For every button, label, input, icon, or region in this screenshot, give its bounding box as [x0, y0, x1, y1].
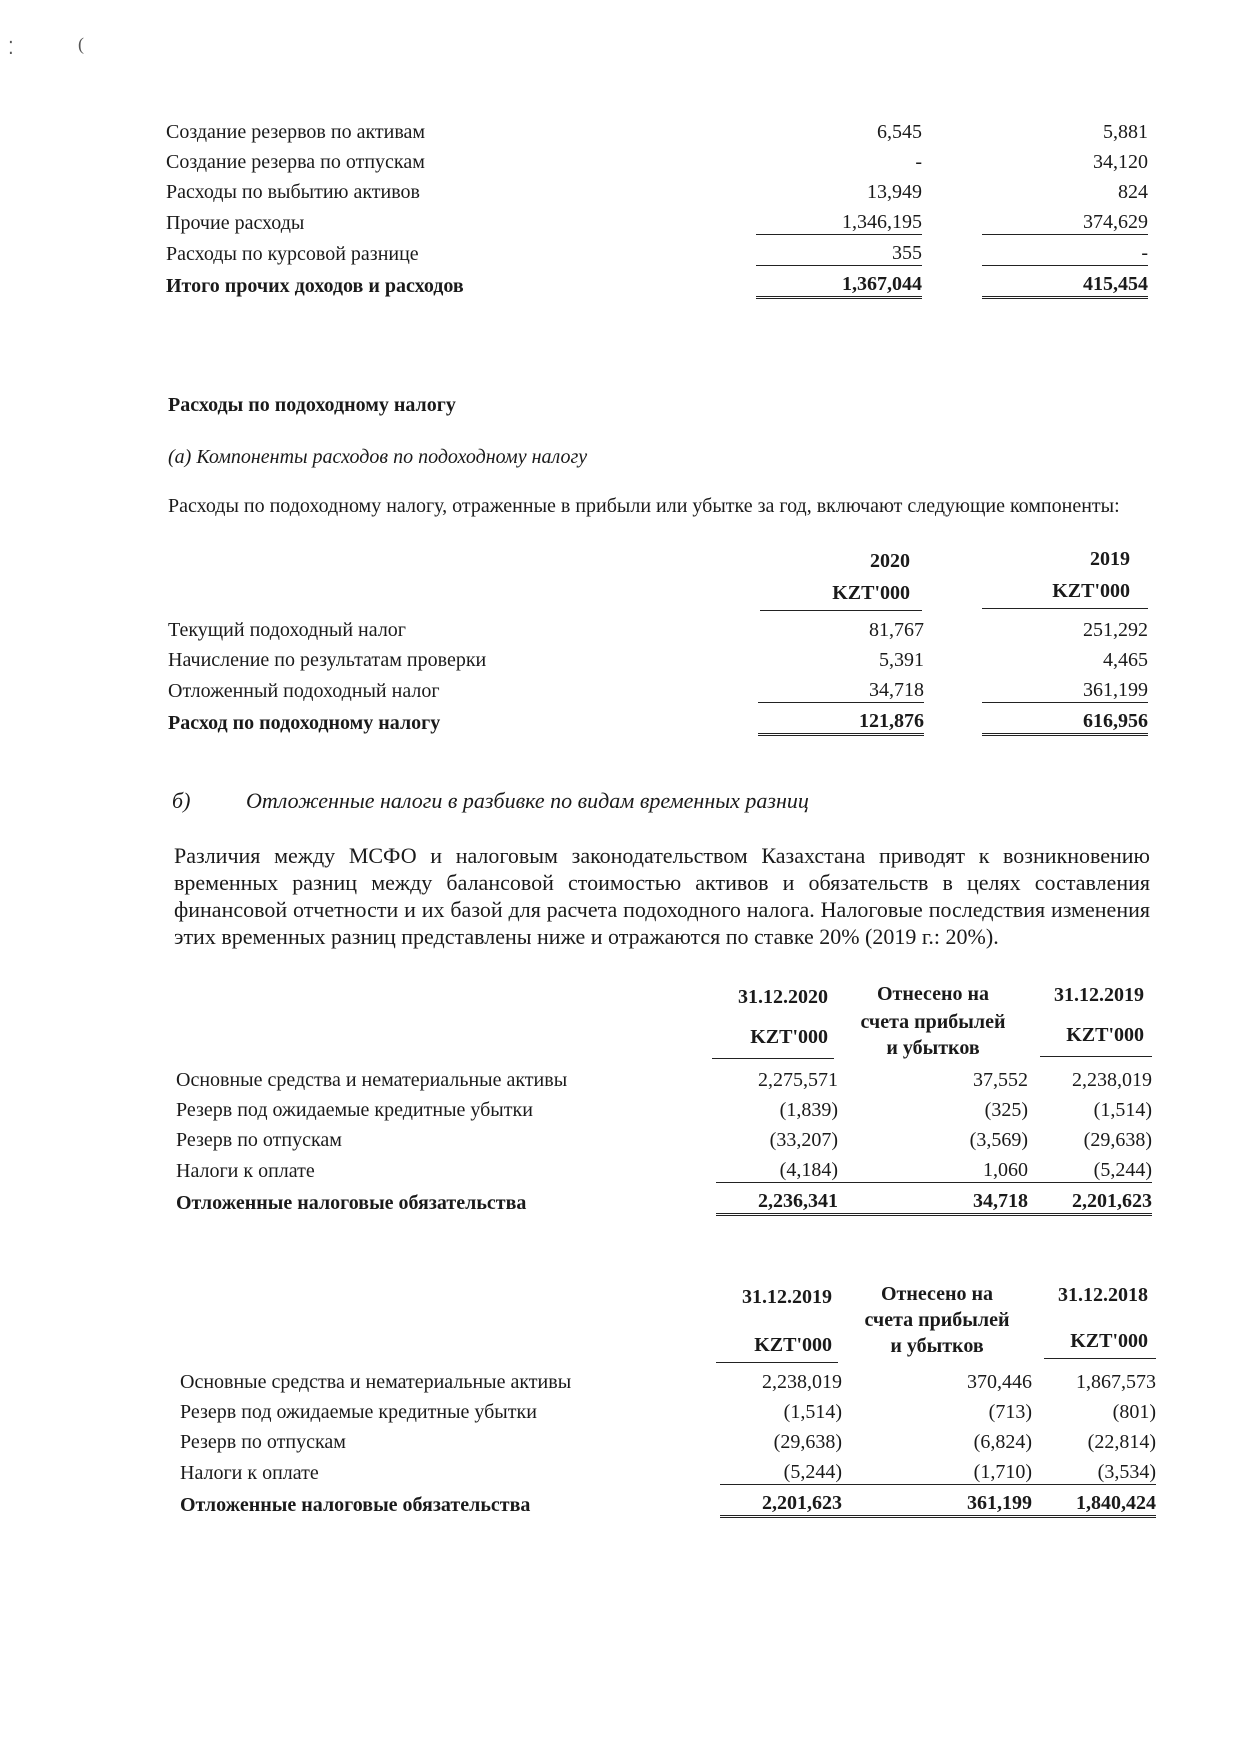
row-label: Резерв под ожидаемые кредитные убытки — [176, 1099, 533, 1121]
deferred-table-2020 — [176, 1062, 1152, 1216]
unit-2019: KZT'000 — [1052, 580, 1130, 602]
column-header-2019: 2019 — [1090, 548, 1130, 570]
value-col3: (22,814) — [1087, 1431, 1156, 1453]
value-col3: (3,534) — [1042, 1454, 1156, 1485]
total-2020: 121,876 — [758, 703, 924, 735]
header-underline — [982, 608, 1148, 609]
value-2019: 824 — [1118, 181, 1148, 203]
other-expenses-table — [166, 114, 1148, 299]
table-row — [166, 235, 1148, 266]
value-col3: 2,238,019 — [1072, 1069, 1152, 1091]
value-2020: 355 — [756, 235, 922, 266]
t1-col2-header-line2: счета прибылей — [860, 1011, 1006, 1033]
value-col1: (29,638) — [773, 1431, 842, 1453]
table-row — [180, 1364, 1156, 1394]
header-underline — [760, 610, 922, 611]
total-col3: 2,201,623 — [1038, 1183, 1152, 1215]
value-2019: 4,465 — [1103, 649, 1148, 671]
row-label: Основные средства и нематериальные активы — [180, 1371, 572, 1393]
value-col1: 2,275,571 — [758, 1069, 838, 1091]
table-row — [168, 672, 1148, 703]
total-col2: 34,718 — [858, 1183, 1028, 1215]
row-label: Расходы по курсовой разнице — [166, 242, 419, 265]
t1-col1-unit: KZT'000 — [750, 1026, 828, 1048]
value-2019: 251,292 — [1083, 619, 1148, 641]
row-label: Расходы по выбытию активов — [166, 181, 420, 203]
table-row — [176, 1062, 1152, 1092]
table-row — [166, 204, 1148, 235]
value-2020: 34,718 — [758, 672, 924, 703]
header-underline — [712, 1058, 834, 1059]
value-col2: (1,710) — [862, 1454, 1032, 1485]
row-label: Отложенный подоходный налог — [168, 679, 440, 702]
total-2019: 616,956 — [982, 703, 1148, 735]
total-2020: 1,367,044 — [756, 266, 922, 298]
total-col3: 1,840,424 — [1042, 1485, 1156, 1517]
value-2019: - — [982, 235, 1148, 266]
row-label: Налоги к оплате — [176, 1159, 315, 1182]
total-label: Отложенные налоговые обязательства — [180, 1493, 531, 1516]
row-label: Начисление по результатам проверки — [168, 649, 487, 671]
row-label: Основные средства и нематериальные активы — [176, 1069, 568, 1091]
value-col1: (1,514) — [783, 1401, 842, 1423]
subsection-marker-b: б) — [172, 788, 191, 813]
t2-col2-header-line1: Отнесено на — [880, 1283, 994, 1305]
t2-col1-header: 31.12.2019 — [742, 1286, 832, 1308]
value-col3: (29,638) — [1083, 1129, 1152, 1151]
value-2020: - — [915, 151, 922, 173]
value-col2: 370,446 — [967, 1371, 1032, 1393]
table-row — [180, 1394, 1156, 1424]
value-2019: 374,629 — [982, 204, 1148, 235]
value-col3: (1,514) — [1093, 1099, 1152, 1121]
row-label: Резерв по отпускам — [180, 1431, 346, 1453]
total-label: Расход по подоходному налогу — [168, 711, 441, 734]
value-2020: 5,391 — [879, 649, 924, 671]
column-header-2020: 2020 — [870, 550, 910, 572]
value-2019: 34,120 — [1093, 151, 1148, 173]
t1-col3-header: 31.12.2019 — [1054, 984, 1144, 1006]
t2-col3-header: 31.12.2018 — [1058, 1284, 1148, 1306]
section-heading: Расходы по подоходному налогу — [168, 394, 456, 416]
value-col3: (801) — [1112, 1401, 1156, 1423]
value-col3: 1,867,573 — [1076, 1371, 1156, 1393]
table-row — [166, 114, 1148, 144]
value-2019: 5,881 — [1103, 121, 1148, 143]
row-label: Резерв по отпускам — [176, 1129, 342, 1151]
value-col2: 1,060 — [858, 1152, 1028, 1183]
table-row — [180, 1454, 1156, 1485]
subsection-heading-a: (а) Компоненты расходов по подоходному налогу — [168, 446, 588, 468]
subsection-heading-b: Отложенные налоги в разбивке по видам временных разниц — [246, 788, 809, 813]
table-row — [176, 1092, 1152, 1122]
row-label: Текущий подоходный налог — [168, 619, 406, 641]
table-row — [176, 1152, 1152, 1183]
t1-col2-header-line3: и убытков — [886, 1037, 980, 1059]
value-2020: 1,346,195 — [756, 204, 922, 235]
table-row — [180, 1424, 1156, 1454]
row-label: Создание резерва по отпускам — [166, 151, 425, 173]
header-underline — [716, 1362, 838, 1363]
value-col2: (713) — [988, 1401, 1032, 1423]
value-col1: (4,184) — [716, 1152, 838, 1183]
t1-col1-header: 31.12.2020 — [738, 986, 828, 1008]
total-col2: 361,199 — [862, 1485, 1032, 1517]
value-2020: 81,767 — [869, 619, 924, 641]
t2-col3-unit: KZT'000 — [1070, 1330, 1148, 1352]
row-label: Налоги к оплате — [180, 1461, 319, 1484]
value-col1: (33,207) — [769, 1129, 838, 1151]
row-label: Создание резервов по активам — [166, 121, 426, 143]
t1-col2-header-line1: Отнесено на — [876, 983, 990, 1005]
total-col1: 2,201,623 — [720, 1485, 842, 1517]
unit-2020: KZT'000 — [832, 582, 910, 604]
value-col2: (6,824) — [973, 1431, 1032, 1453]
value-col1: (1,839) — [779, 1099, 838, 1121]
value-col3: (5,244) — [1038, 1152, 1152, 1183]
total-2019: 415,454 — [982, 266, 1148, 298]
intro-paragraph: Расходы по подоходному налогу, отраженные в прибыли или убытке за год, включают следующие компоненты: — [168, 495, 1120, 517]
header-underline — [1040, 1056, 1152, 1057]
total-row — [176, 1183, 1152, 1215]
value-2020: 6,545 — [877, 121, 922, 143]
scan-mark: ⁚ — [8, 38, 14, 58]
deferred-table-2019 — [180, 1364, 1156, 1518]
total-label: Итого прочих доходов и расходов — [166, 274, 464, 297]
row-label: Прочие расходы — [166, 211, 305, 234]
value-2020: 13,949 — [867, 181, 922, 203]
total-label: Отложенные налоговые обязательства — [176, 1191, 527, 1214]
t2-col1-unit: KZT'000 — [754, 1334, 832, 1356]
total-row — [168, 703, 1148, 735]
table-row — [168, 642, 1148, 672]
table-row — [166, 174, 1148, 204]
t1-col3-unit: KZT'000 — [1066, 1024, 1144, 1046]
table-row — [176, 1122, 1152, 1152]
table-row — [168, 612, 1148, 642]
value-col1: (5,244) — [720, 1454, 842, 1485]
income-tax-table — [168, 612, 1148, 736]
value-col2: 37,552 — [973, 1069, 1028, 1091]
deferred-paragraph: Различия между МСФО и налоговым законодательством Казахстана приводят к возникновению временных разниц между балансовой стоимостью активов и обязательств в целях составления финансовой отчетности и их базой для расчета подоходного налога. Налоговые последствия изменения этих временных разниц представлены ниже и отражаются по ставке 20% (2019 г.: 20%). — [174, 843, 1150, 949]
t2-col2-header-line3: и убытков — [890, 1335, 984, 1357]
total-row — [180, 1485, 1156, 1517]
header-underline — [1044, 1358, 1156, 1359]
value-2019: 361,199 — [982, 672, 1148, 703]
total-row — [166, 266, 1148, 298]
value-col1: 2,238,019 — [762, 1371, 842, 1393]
value-col2: (325) — [984, 1099, 1028, 1121]
row-label: Резерв под ожидаемые кредитные убытки — [180, 1401, 537, 1423]
table-row — [166, 144, 1148, 174]
scan-mark: ( — [78, 34, 84, 54]
value-col2: (3,569) — [969, 1129, 1028, 1151]
total-col1: 2,236,341 — [716, 1183, 838, 1215]
t2-col2-header-line2: счета прибылей — [864, 1309, 1010, 1331]
